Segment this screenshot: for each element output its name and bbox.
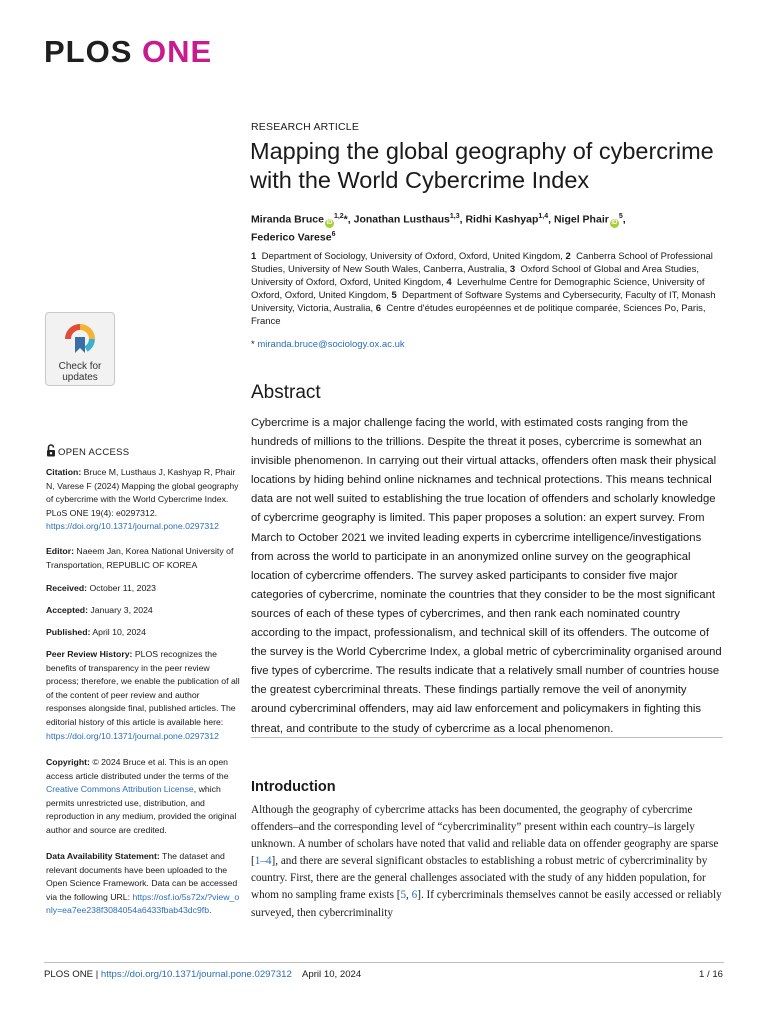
open-access-label[interactable]: [46, 444, 129, 458]
editor-label: Editor:: [46, 546, 74, 556]
accepted-date: [46, 604, 242, 618]
citation-text: Bruce M, Lusthaus J, Kashyap R, Phair N, Varese F (2024) Mapping the global geography of cybercrime with the World Cybercrime Index. PLoS ONE 19(4): e0297312.: [46, 467, 239, 518]
license-link[interactable]: Creative Commons Attribution License: [46, 784, 194, 795]
article-type: RESEARCH ARTICLE: [251, 121, 360, 133]
page-footer: [44, 969, 361, 980]
badge-line2: updates: [62, 372, 98, 383]
published-label: Published:: [46, 627, 91, 637]
affil-text: Department of Software Systems and Cybersecurity, Faculty of IT, Monash University, Victoria, Australia,: [251, 290, 716, 315]
journal-logo[interactable]: PLOS ONE: [44, 34, 213, 69]
data-availability-text: The dataset and relevant documents have been uploaded to the Open Science Framework. Data can be accessed via the following URL:: [46, 851, 238, 902]
affil-number: 3: [509, 264, 516, 276]
peer-review-link[interactable]: https://doi.org/10.1371/journal.pone.0297312: [46, 730, 219, 741]
check-for-updates-badge[interactable]: [45, 312, 115, 386]
corresponding-email: [251, 339, 405, 350]
author-list: Miranda Bruce iD$^{1,2}$*, Jonathan Lusthaus$^{1,3}$, Ridhi Kashyap$^{1,4}$, Nigel Phair $iD^5$, Federico Varese$^6$: [251, 213, 626, 243]
editor-text: Naeem Jan, Korea National University of Transportation, REPUBLIC OF KOREA: [46, 546, 234, 570]
author-name[interactable]: Jonathan Lusthaus: [353, 213, 450, 226]
reference-link[interactable]: 5: [400, 889, 407, 902]
badge-line1: Check for: [58, 361, 102, 372]
affil-text: Department of Sociology, University of Oxford, Oxford, United Kingdom,: [261, 251, 563, 262]
footer-separator: |: [93, 969, 101, 980]
citation-doi-link[interactable]: https://doi.org/10.1371/journal.pone.0297312: [46, 521, 219, 532]
footer-doi-link[interactable]: https://doi.org/10.1371/journal.pone.0297312: [100, 969, 292, 980]
author-affil-marker: 6: [331, 230, 336, 238]
email-link[interactable]: miranda.bruce@sociology.ox.ac.uk: [257, 339, 405, 350]
received-value: October 11, 2023: [89, 583, 156, 593]
crossmark-icon: [60, 319, 100, 355]
open-lock-icon: [46, 444, 56, 457]
affil-text: Canberra School of Professional Studies, University of New South Wales, Canberra, Australia,: [251, 251, 713, 276]
author-affil-marker: 1,4: [538, 213, 549, 220]
editor-block: [46, 545, 242, 572]
copyright-label: Copyright:: [46, 757, 90, 767]
abstract-heading: Abstract: [251, 382, 321, 403]
affil-number: 1: [251, 251, 257, 262]
affil-number: 5: [391, 290, 397, 302]
author-affil-marker: 5: [618, 213, 623, 220]
author-name[interactable]: Miranda Bruce: [251, 213, 324, 226]
author-affil-marker: 1,2: [333, 213, 344, 220]
affil-text: Oxford School of Global and Area Studies, University of Oxford, Oxford, United Kingdom,: [251, 264, 699, 289]
introduction-text: [251, 802, 725, 922]
copyright-text: © 2024 Bruce et al. This is an open access article distributed under the terms of the: [46, 757, 229, 781]
intro-text-part: ,: [406, 889, 412, 902]
published-date: [46, 626, 242, 640]
copyright-block: [46, 756, 242, 838]
accepted-label: Accepted:: [46, 605, 88, 615]
page-number: 1 / 16: [698, 969, 723, 980]
affil-number: 4: [446, 277, 452, 289]
affil-number: 6: [375, 303, 382, 315]
section-divider: [251, 737, 723, 738]
footer-date: April 10, 2024: [302, 969, 362, 980]
citation-block: [46, 466, 242, 534]
footer-divider: [44, 962, 724, 963]
author-name[interactable]: Nigel Phair: [553, 213, 609, 226]
osf-data-link[interactable]: https://osf.io/5s72x/?view_only=ea7ee238f3084054a6433fbab43dc9fb: [46, 891, 240, 916]
author-name[interactable]: Federico Varese: [251, 231, 332, 243]
intro-text-part: Although the geography of cybercrime attacks has been documented, the geography of cybercrime offenders–and the corresponding level of “cybercriminality” present within each country–is largely unknown. A number of scholars have noted that valid and reliable data on offender geography are sparse [: [251, 804, 719, 868]
intro-text-part: ]. If cybercriminals themselves cannot be easily accessed or reliably surveyed, then cybercriminality: [251, 889, 722, 919]
received-label: Received:: [46, 583, 88, 593]
affil-text: Centre d'études européennes et de politique comparée, Sciences Po, Paris, France: [251, 303, 706, 328]
citation-label: Citation:: [46, 467, 82, 477]
data-availability-end: .: [209, 905, 212, 916]
asterisk-marker: *: [251, 339, 255, 350]
published-value: April 10, 2024: [92, 627, 146, 637]
author-affil-marker: 1,3: [449, 213, 460, 220]
data-availability-block: [46, 850, 242, 918]
affiliations: [251, 250, 726, 329]
affil-text: Leverhulme Centre for Demographic Science, University of Oxford, Oxford, United Kingdom,: [251, 277, 705, 302]
peer-review-label: Peer Review History:: [46, 649, 133, 659]
open-access-text: OPEN ACCESS: [58, 447, 130, 458]
orcid-icon[interactable]: iD: [326, 219, 333, 226]
abstract-text: Cybercrime is a major challenge facing the world, with estimated costs ranging from the hundreds of millions to the trillions. Despite the threat it poses, cybercrime is somewhat an invisible phenomenon. In carrying out their virtual attacks, offenders often mask their physical locations by hiding behind online nicknames and technical protections. This means technical data are not well suited to establishing the true location of offenders and scholarly knowledge of cybercrime geography is limited. This paper proposes a solution: an expert survey. From March to October 2021 we invited leading experts in cybercrime intelligence/investigations from across the world to participate in an anonymized online survey on the geographical location of cybercrime offenders. The survey asked participants to consider five major categories of cybercrime, nominate the countries that they consider to be the most significant sources of each of these types of cybercrimes, and then rank each nominated country according to the impact, professionalism, and technical skill of its offenders. The outcome of the survey is the World Cybercrime Index, a global metric of cybercriminality organised around five types of cybercrime. The results indicate that a relatively small number of countries house the greatest cybercriminal threats. These findings partially remove the veil of anonymity around cybercriminal offenders, may aid law enforcement and policymakers in fighting this threat, and contribute to the study of cybercrime as a local phenomenon.: [251, 417, 722, 735]
reference-link[interactable]: 6: [411, 889, 418, 902]
orcid-icon[interactable]: iD: [611, 219, 618, 226]
introduction-heading: Introduction: [251, 779, 336, 795]
data-availability-label: Data Availability Statement:: [46, 851, 160, 861]
article-title: Mapping the global geography of cybercrime with the World Cybercrime Index: [250, 138, 714, 193]
received-date: [46, 582, 242, 596]
corresponding-marker: *: [343, 213, 348, 226]
footer-journal: PLOS ONE: [44, 969, 94, 980]
copyright-text-end: , which permits unrestricted use, distribution, and reproduction in any medium, provided the original author and source are credited.: [46, 784, 237, 835]
affil-number: 2: [565, 251, 571, 262]
reference-link[interactable]: 1–4: [254, 855, 272, 868]
peer-review-block: [46, 648, 242, 743]
author-name[interactable]: Ridhi Kashyap: [465, 213, 539, 226]
peer-review-text: PLOS recognizes the benefits of transparency in the peer review process; therefore, we enable the publication of all of the content of peer review and author responses alongside final, published articles. The editorial history of this article is available here:: [46, 649, 240, 727]
accepted-value: January 3, 2024: [90, 605, 153, 615]
intro-text-part: ], and there are several significant obstacles to establishing a robust metric of cybercriminality by country. First, there are the general challenges associated with the study of any hidden population, for whom no sampling frame exists [: [251, 855, 708, 902]
